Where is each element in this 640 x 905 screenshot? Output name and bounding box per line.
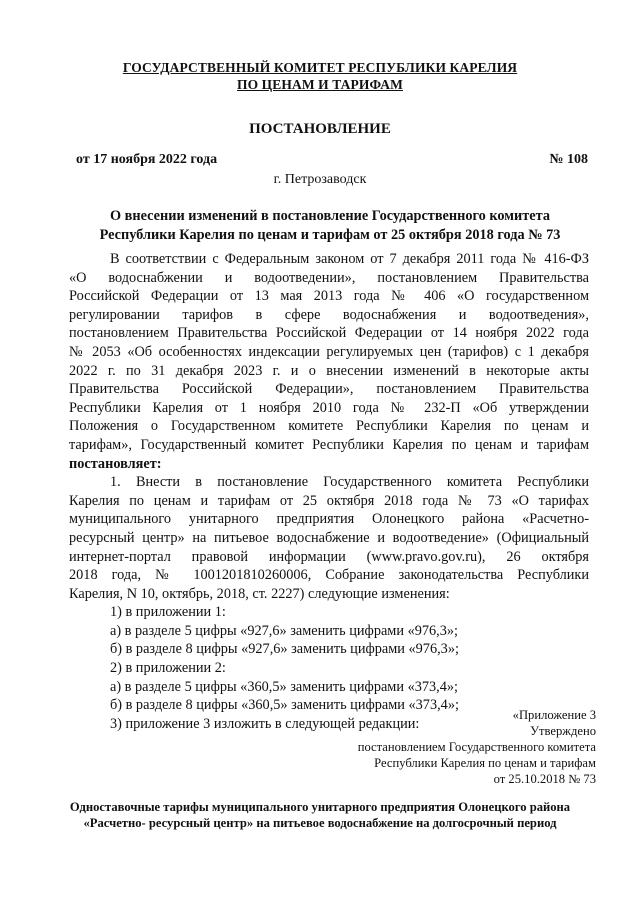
preamble-line: Республики Карелия от 1 ноября 2010 года № 232-П «Об утверждении — [69, 399, 589, 416]
appendix-line: Республики Карелия по ценам и тарифам — [374, 756, 596, 770]
preamble-line: 2022 г. по 31 декабря 2023 г. и о внесении изменений в некоторые акты — [69, 362, 589, 379]
item1-line: 2018 года, № 1001201810260006, Собрание законодательства Республики — [69, 567, 589, 584]
committee-name-line2: ПО ЦЕНАМ И ТАРИФАМ — [237, 77, 403, 92]
tariff-table-title — [0, 799, 640, 831]
preamble-line: «О водоснабжении и водоотведении», постановлением Правительства — [69, 269, 589, 286]
preamble-line: № 2053 «Об особенностях индексации регулируемых цен (тарифов) с 1 декабря — [69, 343, 589, 360]
item1-line: Карелия, N 10, октябрь, 2018, ст. 2227) следующие изменения: — [69, 585, 450, 602]
committee-name-line1: ГОСУДАРСТВЕННЫЙ КОМИТЕТ РЕСПУБЛИКИ КАРЕЛИЯ — [122, 60, 518, 75]
preamble-line: Правительства Российской Федерации», постановлением Правительства — [69, 381, 589, 398]
item1-line: муниципального унитарного предприятия Олонецкого района «Расчетно- — [69, 511, 589, 528]
preamble-line: тарифам», Государственный комитет Республики Карелия по ценам и тарифам — [69, 436, 589, 453]
appendix-line: «Приложение 3 — [512, 708, 596, 722]
change-item: б) в разделе 8 цифры «360,5» заменить цифрами «373,4»; — [110, 697, 459, 714]
document-body — [69, 250, 589, 733]
item1-line: ресурсный центр» на питьевое водоснабжение и водоотведение» (Официальный — [69, 529, 589, 546]
change-item: а) в разделе 5 цифры «360,5» заменить цифрами «373,4»; — [110, 678, 459, 695]
document-number: № 108 — [549, 152, 588, 167]
tariff-title-line: Одноставочные тарифы муниципального унитарного предприятия Олонецкого района — [69, 800, 571, 814]
item1-line: интернет-портал правовой информации (www.pravo.gov.ru), 26 октября — [69, 548, 589, 565]
preamble-line: Российской Федерации от 13 мая 2013 года № 406 «О государственном — [69, 288, 589, 305]
resolves-word: постановляет: — [69, 455, 162, 472]
tariff-title-line: «Расчетно- ресурсный центр» на питьевое водоснабжение на долгосрочный период — [83, 816, 557, 830]
appendix-line: постановлением Государственного комитета — [357, 740, 596, 754]
date-number-line — [76, 152, 588, 168]
appendix-line: от 25.10.2018 № 73 — [493, 772, 596, 786]
item1-line: 1. Внести в постановление Государственного комитета Республики — [110, 474, 589, 491]
change-item: 1) в приложении 1: — [110, 604, 226, 621]
preamble-line: постановлением Правительства Российской Федерации от 14 ноября 2022 года — [69, 325, 589, 342]
document-date: от 17 ноября 2022 года — [76, 152, 218, 167]
city: г. Петрозаводск — [273, 172, 367, 187]
change-item: 2) в приложении 2: — [110, 660, 226, 677]
item1-line: Карелия по ценам и тарифам от 25 октября 2018 года № 73 «О тарифах — [69, 492, 589, 509]
change-item: 3) приложение 3 изложить в следующей редакции: — [110, 715, 420, 732]
subject-line: О внесении изменений в постановление Государственного комитета — [109, 208, 550, 224]
subject-line: Республики Карелия по ценам и тарифам от 25 октября 2018 года № 73 — [99, 227, 561, 243]
preamble-line: Положения о Государственном комитете Республики Карелия по ценам и — [69, 418, 589, 435]
change-item: а) в разделе 5 цифры «927,6» заменить цифрами «976,3»; — [110, 622, 459, 639]
appendix-heading — [358, 707, 596, 787]
document-subject — [70, 207, 590, 245]
change-item: б) в разделе 8 цифры «927,6» заменить цифрами «976,3»; — [110, 641, 459, 658]
document-type: ПОСТАНОВЛЕНИЕ — [249, 121, 391, 137]
appendix-line: Утверждено — [530, 724, 596, 738]
preamble-line: регулировании тарифов в сфере водоснабжения и водоотведения», — [69, 306, 589, 323]
preamble-line: В соответствии с Федеральным законом от 7 декабря 2011 года № 416-ФЗ — [110, 251, 589, 267]
